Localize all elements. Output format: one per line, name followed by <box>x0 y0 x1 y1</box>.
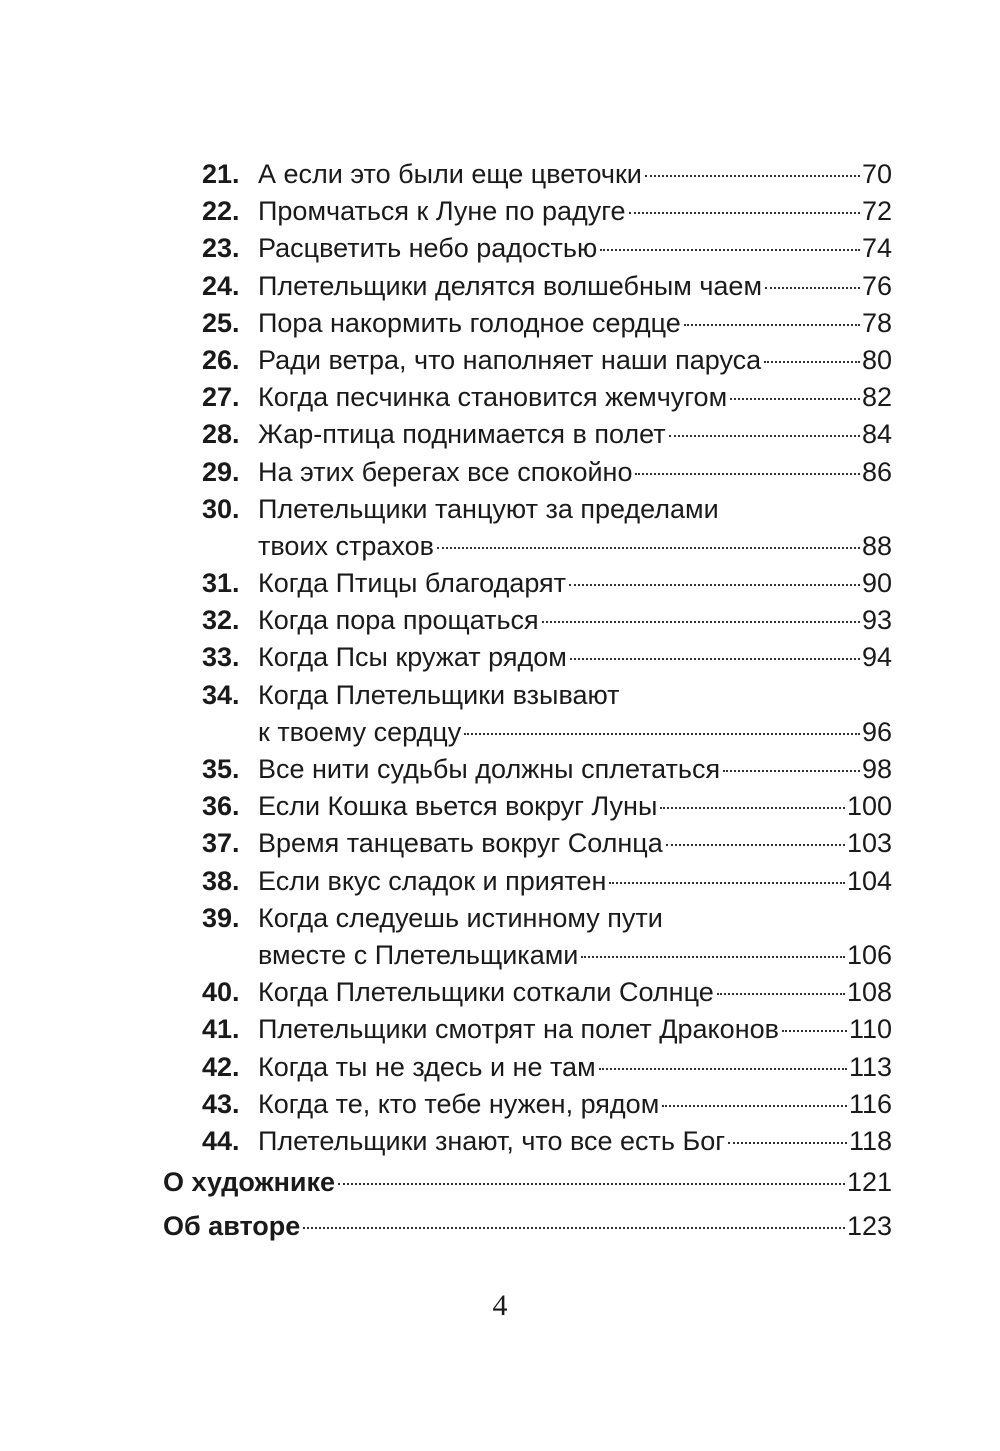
dot-leader <box>666 844 845 846</box>
entry-number: 22. <box>202 196 240 227</box>
entry-title: Ради ветра, что наполняет наши паруса <box>258 344 762 375</box>
entry-number: 39. <box>202 902 240 933</box>
toc-entry-32[interactable] <box>0 602 1000 639</box>
toc-entry-30[interactable] <box>0 491 1000 528</box>
dot-leader <box>569 584 860 586</box>
entry-number: 42. <box>202 1051 240 1082</box>
entry-title: Если вкус сладок и приятен <box>258 865 607 896</box>
dot-leader <box>599 1068 847 1070</box>
entry-number: 21. <box>202 159 240 189</box>
entry-line <box>258 677 892 714</box>
entry-title: Когда Плетельщики соткали Солнце <box>258 977 714 1008</box>
entry-line <box>258 268 892 305</box>
dot-leader <box>684 324 860 326</box>
entry-page: 78 <box>861 307 892 338</box>
entry-title: О художнике <box>163 1167 336 1198</box>
toc-entry-34-continued[interactable] <box>0 714 1000 751</box>
dot-leader <box>730 398 860 400</box>
toc-entry-38[interactable] <box>0 863 1000 900</box>
entry-line <box>258 528 892 565</box>
entry-title: Если Кошка вьется вокруг Луны <box>258 791 658 822</box>
entry-page: 118 <box>848 1125 892 1156</box>
entry-number: 40. <box>202 977 240 1008</box>
toc-entry-39-continued[interactable] <box>0 937 1000 974</box>
entry-title: Пора накормить голодное сердце <box>258 307 681 338</box>
toc-entry-23[interactable] <box>0 230 1000 267</box>
entry-title: Когда песчинка становится жемчугом <box>258 382 728 413</box>
entry-title: Когда Псы кружат рядом <box>258 642 567 673</box>
entry-page: 123 <box>846 1211 892 1242</box>
entry-line <box>258 974 892 1011</box>
toc-entry-35[interactable] <box>0 751 1000 788</box>
entry-number: 41. <box>202 1014 240 1045</box>
dot-leader <box>464 733 860 735</box>
entry-number: 25. <box>202 307 240 338</box>
entry-number: 38. <box>202 865 240 896</box>
toc-entry-36[interactable] <box>0 788 1000 825</box>
toc-entry-34[interactable] <box>0 677 1000 714</box>
entry-number: 43. <box>202 1088 240 1119</box>
dot-leader <box>542 621 860 623</box>
entry-page: 106 <box>846 939 892 970</box>
dot-leader <box>765 287 860 289</box>
entry-page: 84 <box>861 419 892 450</box>
entry-page: 110 <box>848 1014 892 1045</box>
entry-title-line2: твоих страхов <box>258 530 434 561</box>
entry-number: 29. <box>202 456 240 487</box>
toc-entry-21[interactable] <box>0 156 1000 193</box>
entry-title: Плетельщики делятся волшебным чаем <box>258 270 763 301</box>
entry-line <box>258 1011 892 1048</box>
entry-page: 98 <box>861 754 892 784</box>
entry-number: 24. <box>202 270 240 301</box>
entry-title-line1: Когда следуешь истинному пути <box>258 902 663 933</box>
toc-entry-30-continued[interactable] <box>0 528 1000 565</box>
entry-line <box>258 1123 892 1160</box>
dot-leader <box>338 1183 845 1185</box>
entry-title-line2: вместе с Плетельщиками <box>258 939 579 970</box>
entry-page: 90 <box>861 568 892 599</box>
entry-line <box>258 863 892 900</box>
entry-title: Время танцевать вокруг Солнца <box>258 828 663 859</box>
entry-page: 88 <box>861 530 892 561</box>
dot-leader <box>662 1105 847 1107</box>
toc-entry-33[interactable] <box>0 639 1000 676</box>
toc-entry-22[interactable] <box>0 193 1000 230</box>
toc-entry-31[interactable] <box>0 565 1000 602</box>
dot-leader <box>728 1142 847 1144</box>
dot-leader <box>609 882 844 884</box>
entry-number: 34. <box>202 679 240 710</box>
entry-line <box>258 342 892 379</box>
dot-leader <box>570 658 860 660</box>
entry-number: 33. <box>202 642 240 673</box>
entry-title: Плетельщики смотрят на полет Драконов <box>258 1014 779 1045</box>
toc-entry-40[interactable] <box>0 974 1000 1011</box>
entry-page: 93 <box>861 605 892 636</box>
entry-page: 70 <box>861 159 892 189</box>
dot-leader <box>669 435 860 437</box>
entry-line <box>258 230 892 267</box>
entry-page: 104 <box>846 865 892 896</box>
entry-page: 82 <box>861 382 892 413</box>
entry-title: А если это были еще цветочки <box>258 159 642 189</box>
dot-leader <box>629 212 860 214</box>
entry-number: 32. <box>202 605 240 636</box>
dot-leader <box>782 1030 847 1032</box>
entry-page: 72 <box>861 196 892 227</box>
toc-entry-about-artist[interactable] <box>0 1161 1000 1204</box>
entry-page: 108 <box>846 977 892 1008</box>
entry-page: 116 <box>848 1088 892 1119</box>
dot-leader <box>303 1227 845 1229</box>
entry-line <box>163 1205 892 1248</box>
entry-page: 121 <box>846 1167 892 1198</box>
entry-title-line2: к твоему сердцу <box>258 716 462 747</box>
entry-line <box>258 751 892 788</box>
toc-entry-41[interactable] <box>0 1011 1000 1048</box>
entry-line <box>258 454 892 491</box>
entry-line <box>258 379 892 416</box>
entry-number: 26. <box>202 344 240 375</box>
toc-entry-29[interactable] <box>0 454 1000 491</box>
toc-entry-25[interactable] <box>0 305 1000 342</box>
entry-number: 23. <box>202 233 240 264</box>
entry-title: Когда те, кто тебе нужен, рядом <box>258 1088 660 1119</box>
entry-page: 113 <box>848 1051 892 1082</box>
dot-leader <box>717 993 845 995</box>
entry-page: 76 <box>861 270 892 301</box>
entry-page: 86 <box>861 456 892 487</box>
toc-entry-37[interactable] <box>0 825 1000 862</box>
entry-title: Промчаться к Луне по радуге <box>258 196 626 227</box>
entry-title: Плетельщики знают, что все есть Бог <box>258 1125 726 1156</box>
page-number: 4 <box>492 1289 508 1322</box>
entry-title-line1: Когда Плетельщики взывают <box>258 679 620 710</box>
entry-number: 30. <box>202 493 240 524</box>
entry-number: 35. <box>202 754 240 784</box>
entry-title: Когда пора прощаться <box>258 605 539 636</box>
entry-line <box>258 416 892 453</box>
dot-leader <box>581 956 845 958</box>
entry-line <box>258 1049 892 1086</box>
toc-entry-24[interactable] <box>0 268 1000 305</box>
toc-entry-43[interactable] <box>0 1086 1000 1123</box>
entry-number: 44. <box>202 1125 240 1156</box>
toc-entry-44[interactable] <box>0 1123 1000 1160</box>
toc-entry-39[interactable] <box>0 900 1000 937</box>
dot-leader <box>723 770 860 772</box>
entry-title: Когда ты не здесь и не там <box>258 1051 596 1082</box>
entry-page: 96 <box>861 716 892 747</box>
dot-leader <box>437 547 860 549</box>
entry-line <box>258 639 892 676</box>
entry-line <box>258 900 892 937</box>
entry-title: Все нити судьбы должны сплетаться <box>258 754 721 784</box>
entry-number: 36. <box>202 791 240 822</box>
entry-line <box>258 565 892 602</box>
entry-title: Об авторе <box>163 1211 301 1242</box>
entry-line <box>258 825 892 862</box>
toc-entry-26[interactable] <box>0 342 1000 379</box>
entry-title: Жар-птица поднимается в полет <box>258 419 666 450</box>
entry-line <box>258 1086 892 1123</box>
entry-line <box>163 1161 892 1204</box>
entry-number: 27. <box>202 382 240 413</box>
entry-line <box>258 156 892 193</box>
entry-title: На этих берегах все спокойно <box>258 456 633 487</box>
dot-leader <box>764 361 860 363</box>
entry-title: Расцветить небо радостью <box>258 233 598 264</box>
toc-entry-42[interactable] <box>0 1049 1000 1086</box>
toc-entry-about-author[interactable] <box>0 1205 1000 1248</box>
entry-line <box>258 714 892 751</box>
entry-page: 103 <box>846 828 892 859</box>
toc-entry-27[interactable] <box>0 379 1000 416</box>
entry-number: 28. <box>202 419 240 450</box>
entry-page: 94 <box>861 642 892 673</box>
dot-leader <box>635 473 859 475</box>
entry-line <box>258 305 892 342</box>
entry-page: 80 <box>861 344 892 375</box>
entry-line <box>258 788 892 825</box>
toc-entry-28[interactable] <box>0 416 1000 453</box>
entry-page: 74 <box>861 233 892 264</box>
table-of-contents <box>0 156 1000 1248</box>
dot-leader <box>645 175 860 177</box>
dot-leader <box>660 807 845 809</box>
entry-title-line1: Плетельщики танцуют за пределами <box>258 493 719 524</box>
entry-title: Когда Птицы благодарят <box>258 568 567 599</box>
entry-line <box>258 602 892 639</box>
entry-page: 100 <box>846 791 892 822</box>
entry-line <box>258 937 892 974</box>
entry-number: 31. <box>202 568 240 599</box>
entry-line <box>258 193 892 230</box>
dot-leader <box>600 249 860 251</box>
entry-line <box>258 491 892 528</box>
entry-number: 37. <box>202 828 240 859</box>
